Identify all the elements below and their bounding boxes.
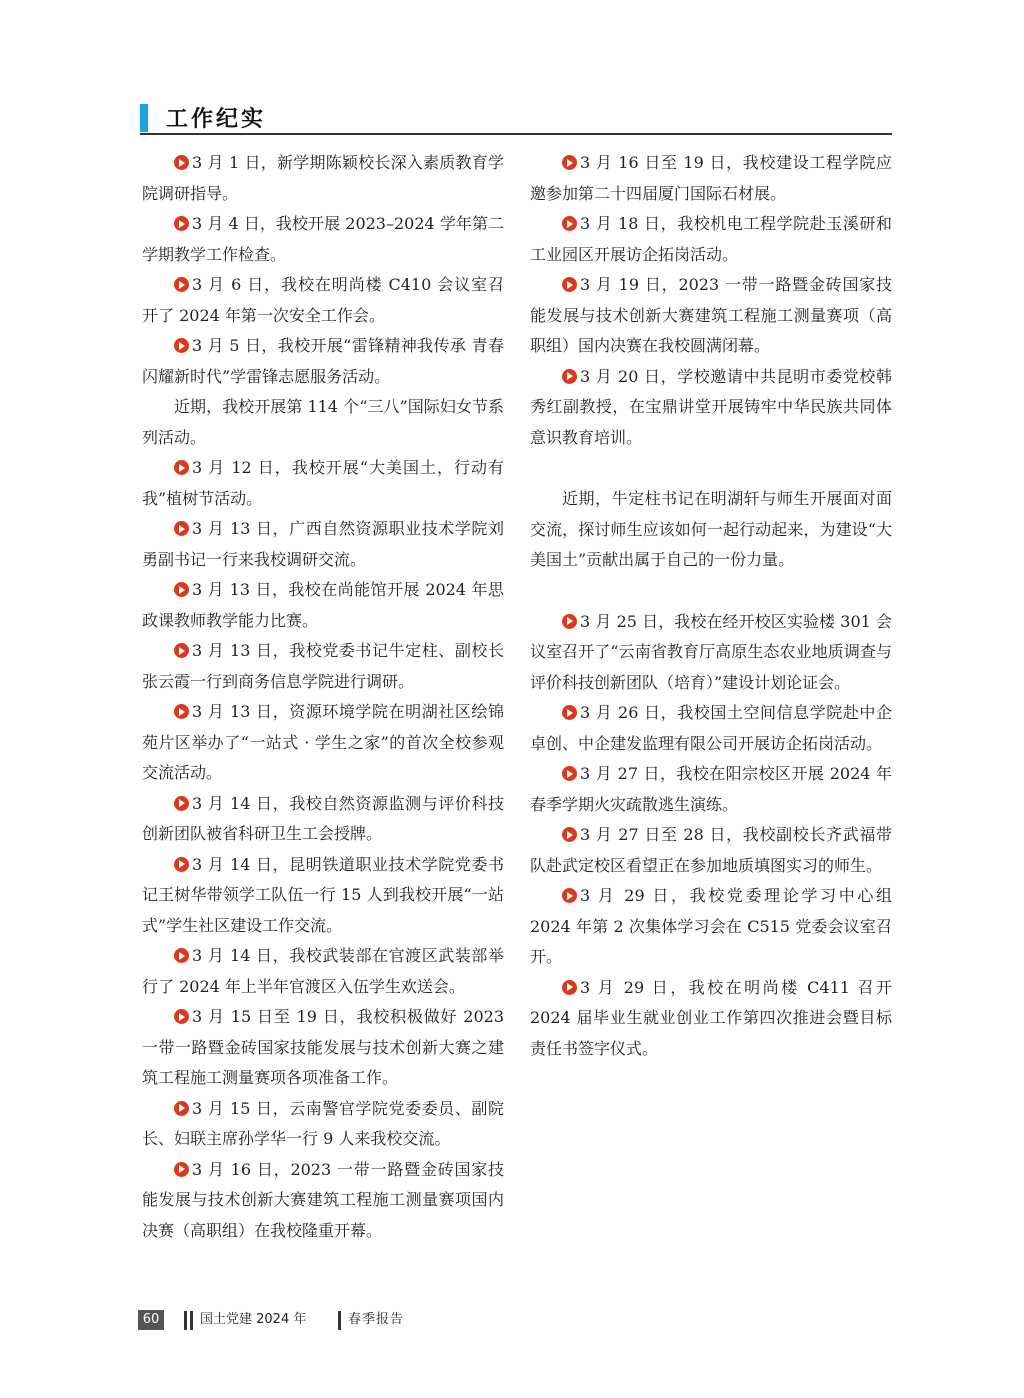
news-item bbox=[530, 881, 892, 973]
arrow-bullet-icon bbox=[174, 796, 189, 811]
news-item-text: 3 月 27 日，我校在阳宗校区开展 2024 年春季学期火灾疏散逃生演练。 bbox=[530, 764, 892, 814]
arrow-bullet-icon bbox=[562, 277, 577, 292]
news-item bbox=[530, 607, 892, 699]
arrow-bullet-icon bbox=[174, 521, 189, 536]
news-item bbox=[142, 453, 504, 514]
right-column bbox=[530, 148, 892, 1064]
section-title: 工作纪实 bbox=[166, 107, 267, 132]
arrow-bullet-icon bbox=[562, 705, 577, 720]
news-item-text: 3 月 29 日，我校在明尚楼 C411 召开 2024 届毕业生就业创业工作第四次推进会暨目标责任书签字仪式。 bbox=[530, 977, 892, 1058]
news-item-text: 3 月 13 日，我校在尚能馆开展 2024 年思政课教师教学能力比赛。 bbox=[142, 580, 504, 630]
news-item bbox=[530, 759, 892, 820]
page-footer bbox=[138, 1310, 538, 1332]
news-item-text: 3 月 26 日，我校国土空间信息学院赴中企卓创、中企建发监理有限公司开展访企拓岗活动。 bbox=[530, 703, 892, 753]
page-number: 60 bbox=[138, 1310, 164, 1330]
news-item bbox=[142, 392, 504, 453]
news-item bbox=[142, 331, 504, 392]
arrow-bullet-icon bbox=[562, 369, 577, 384]
news-item bbox=[142, 148, 504, 209]
arrow-bullet-icon bbox=[174, 155, 189, 170]
news-item bbox=[142, 514, 504, 575]
news-item bbox=[142, 575, 504, 636]
section-header bbox=[140, 100, 892, 134]
left-column bbox=[142, 148, 504, 1246]
news-item bbox=[142, 850, 504, 942]
news-item-text: 3 月 16 日，2023 一带一路暨金砖国家技能发展与技术创新大赛建筑工程施工测量赛项国内决赛（高职组）在我校隆重开幕。 bbox=[142, 1159, 504, 1240]
news-item bbox=[142, 1155, 504, 1247]
news-item-text: 3 月 18 日，我校机电工程学院赴玉溪研和工业园区开展访企拓岗活动。 bbox=[530, 214, 892, 264]
arrow-bullet-icon bbox=[174, 277, 189, 292]
news-item bbox=[530, 820, 892, 881]
news-item-text: 3 月 5 日，我校开展“雷锋精神我传承 青春闪耀新时代”学雷锋志愿服务活动。 bbox=[142, 336, 504, 386]
news-item-text: 3 月 15 日至 19 日，我校积极做好 2023 一带一路暨金砖国家技能发展与技术创新大赛之建筑工程施工测量赛项各项准备工作。 bbox=[142, 1007, 504, 1087]
news-item-text: 3 月 6 日，我校在明尚楼 C410 会议室召开了 2024 年第一次安全工作会。 bbox=[142, 275, 504, 325]
news-item-text: 3 月 13 日，资源环境学院在明湖社区绘锦苑片区举办了“一站式 · 学生之家”的首次全校参观交流活动。 bbox=[142, 702, 504, 782]
news-item-text: 3 月 1 日，新学期陈颖校长深入素质教育学院调研指导。 bbox=[142, 153, 504, 203]
arrow-bullet-icon bbox=[562, 614, 577, 629]
arrow-bullet-icon bbox=[174, 216, 189, 231]
news-item-text: 3 月 4 日，我校开展 2023–2024 学年第二学期教学工作检查。 bbox=[142, 214, 504, 264]
paragraph-gap bbox=[530, 453, 892, 484]
arrow-bullet-icon bbox=[562, 766, 577, 781]
news-item bbox=[530, 484, 892, 576]
header-accent-bar bbox=[140, 104, 148, 132]
news-item-text: 近期，牛定柱书记在明湖轩与师生开展面对面交流，探讨师生应该如何一起行动起来，为建设“大美国土”贡献出属于自己的一份力量。 bbox=[530, 489, 892, 569]
news-item-text: 3 月 27 日至 28 日，我校副校长齐武福带队赴武定校区看望正在参加地质填图实习的师生。 bbox=[530, 825, 892, 875]
news-item-text: 3 月 13 日，我校党委书记牛定柱、副校长张云霞一行到商务信息学院进行调研。 bbox=[142, 641, 504, 691]
arrow-bullet-icon bbox=[174, 704, 189, 719]
news-item-text: 3 月 13 日，广西自然资源职业技术学院刘勇副书记一行来我校调研交流。 bbox=[142, 519, 504, 569]
news-item bbox=[530, 973, 892, 1065]
issue-name: 春季报告 bbox=[348, 1312, 405, 1327]
news-item-text: 3 月 12 日，我校开展“大美国土，行动有我”植树节活动。 bbox=[142, 458, 504, 508]
news-item bbox=[142, 270, 504, 331]
footer-divider bbox=[338, 1311, 341, 1330]
news-item bbox=[530, 209, 892, 270]
news-item bbox=[530, 270, 892, 362]
news-item-text: 3 月 29 日，我校党委理论学习中心组 2024 年第 2 次集体学习会在 C515 党委会议室召开。 bbox=[530, 886, 892, 966]
arrow-bullet-icon bbox=[174, 857, 189, 872]
publication-name: 国土党建 2024 年 bbox=[200, 1312, 307, 1327]
arrow-bullet-icon bbox=[174, 643, 189, 658]
news-item-text: 3 月 19 日，2023 一带一路暨金砖国家技能发展与技术创新大赛建筑工程施工测量赛项（高职组）国内决赛在我校圆满闭幕。 bbox=[530, 275, 892, 355]
arrow-bullet-icon bbox=[562, 827, 577, 842]
footer-divider bbox=[184, 1311, 187, 1330]
arrow-bullet-icon bbox=[174, 582, 189, 597]
news-item-text: 3 月 14 日，我校武装部在官渡区武装部举行了 2024 年上半年官渡区入伍学生欢送会。 bbox=[142, 946, 504, 996]
arrow-bullet-icon bbox=[562, 216, 577, 231]
news-item bbox=[142, 941, 504, 1002]
news-item-text: 3 月 14 日，昆明铁道职业技术学院党委书记王树华带领学工队伍一行 15 人到我校开展“一站式”学生社区建设工作交流。 bbox=[142, 854, 504, 935]
arrow-bullet-icon bbox=[562, 155, 577, 170]
header-divider bbox=[140, 133, 892, 135]
news-item bbox=[530, 698, 892, 759]
news-item bbox=[142, 789, 504, 850]
arrow-bullet-icon bbox=[174, 948, 189, 963]
news-item-text: 近期，我校开展第 114 个“三八”国际妇女节系列活动。 bbox=[142, 397, 504, 447]
news-item-text: 3 月 14 日，我校自然资源监测与评价科技创新团队被省科研卫生工会授牌。 bbox=[142, 793, 504, 843]
arrow-bullet-icon bbox=[174, 338, 189, 353]
arrow-bullet-icon bbox=[174, 1101, 189, 1116]
news-item bbox=[530, 362, 892, 454]
news-item bbox=[142, 209, 504, 270]
arrow-bullet-icon bbox=[562, 980, 577, 995]
arrow-bullet-icon bbox=[174, 1162, 189, 1177]
arrow-bullet-icon bbox=[174, 460, 189, 475]
arrow-bullet-icon bbox=[174, 1009, 189, 1024]
news-item-text: 3 月 25 日，我校在经开校区实验楼 301 会议室召开了“云南省教育厅高原生态农业地质调查与评价科技创新团队（培育）”建设计划论证会。 bbox=[530, 611, 892, 692]
news-item-text: 3 月 15 日，云南警官学院党委委员、副院长、妇联主席孙学华一行 9 人来我校交流。 bbox=[142, 1098, 504, 1148]
news-item bbox=[142, 1002, 504, 1094]
arrow-bullet-icon bbox=[562, 888, 577, 903]
news-item-text: 3 月 20 日，学校邀请中共昆明市委党校韩秀红副教授，在宝鼎讲堂开展铸牢中华民族共同体意识教育培训。 bbox=[530, 366, 892, 447]
paragraph-gap bbox=[530, 576, 892, 607]
news-item bbox=[142, 1094, 504, 1155]
news-item bbox=[530, 148, 892, 209]
news-item-text: 3 月 16 日至 19 日，我校建设工程学院应邀参加第二十四届厦门国际石材展。 bbox=[530, 153, 892, 203]
footer-divider bbox=[190, 1311, 193, 1330]
news-item bbox=[142, 636, 504, 697]
news-item bbox=[142, 697, 504, 789]
